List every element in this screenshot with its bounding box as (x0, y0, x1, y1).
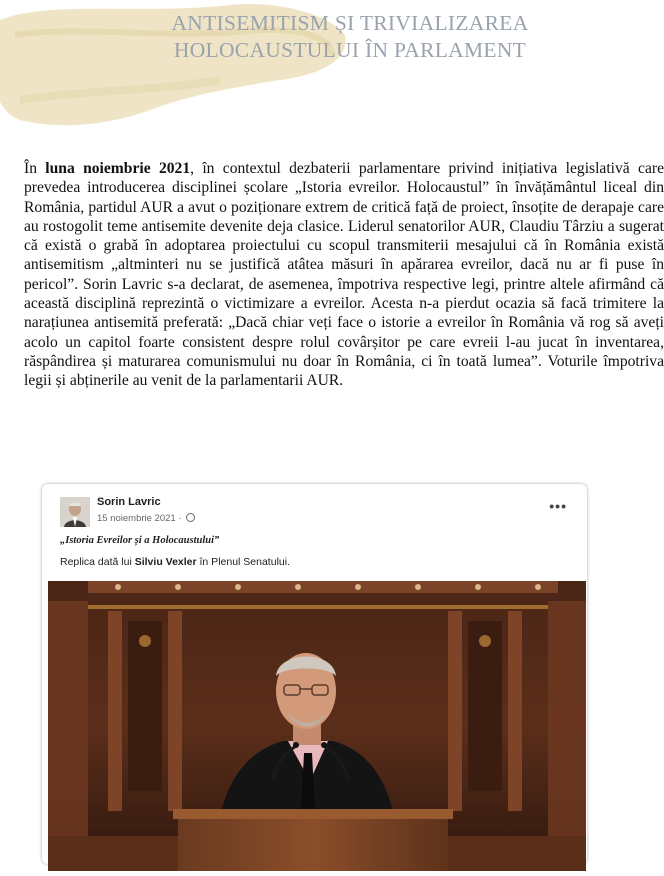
globe-icon (186, 513, 195, 522)
facebook-post-card (42, 484, 587, 864)
post-date[interactable]: 15 noiembrie 2021 · (97, 513, 185, 524)
post-subtitle-suffix: în Plenul Senatului. (196, 556, 290, 568)
title-line-2: HOLOCAUSTULUI ÎN PARLAMENT (173, 38, 527, 62)
page-title (100, 10, 600, 64)
post-subtitle-prefix: Replica dată lui (60, 556, 135, 568)
post-date-line (97, 513, 195, 524)
article-date-bold: luna noiembrie 2021 (45, 160, 191, 177)
more-options-icon[interactable]: ••• (549, 498, 567, 514)
post-author[interactable]: Sorin Lavric (97, 496, 161, 508)
title-line-1: ANTISEMITISM ȘI TRIVIALIZAREA (171, 11, 529, 35)
video-player[interactable] (48, 581, 586, 871)
article-paragraph (24, 159, 664, 391)
article-intro: În (24, 160, 46, 177)
avatar-image (60, 497, 90, 527)
post-subtitle-name: Silviu Vexler (134, 556, 197, 568)
post-title: „Istoria Evreilor și a Holocaustului” (60, 535, 220, 546)
avatar[interactable] (60, 497, 90, 527)
video-frame-image (48, 581, 586, 871)
article-text: , în contextul dezbaterii parlamentare privind inițiativa legislativă care prevedea introducerea disciplinei școlare „Istoria evreilor. Holocaustul” în învățământul liceal din România, partidul AUR a avut o poziționare extrem de critică față de proiect, însoțite de derapaje care au rostogolit teme antisemite devenite deja clasice. Liderul senatorilor AUR, Claudiu Târziu a sugerat că există o grabă în adoptarea proiectului cu scopul transmiterii mesajului că în România există antisemitism „altminteri nu se justifică atâtea măsuri în apărarea evreilor, dacă nu ar fi puse în pericol”. Sorin Lavric s-a declarat, de asemenea, împotriva respective legi, printre altele afirmând că această disciplină reprezintă o victimizare a evreilor. Acesta n-a pierdut ocazia să facă trimitere la narațiunea antisemită preferată: „Dacă chiar veți face o istorie a evreilor în România vă rog să aveți acolo un capitol foarte consistent despre rolul covârșitor pe care evreii l-au jucat în inventarea, răspândirea și maturarea comunismului nu doar în România, ci în toată lumea”. Voturile împotriva legii și abținerile au venit de la parlamentarii AUR. (24, 160, 664, 390)
post-subtitle (60, 556, 290, 568)
